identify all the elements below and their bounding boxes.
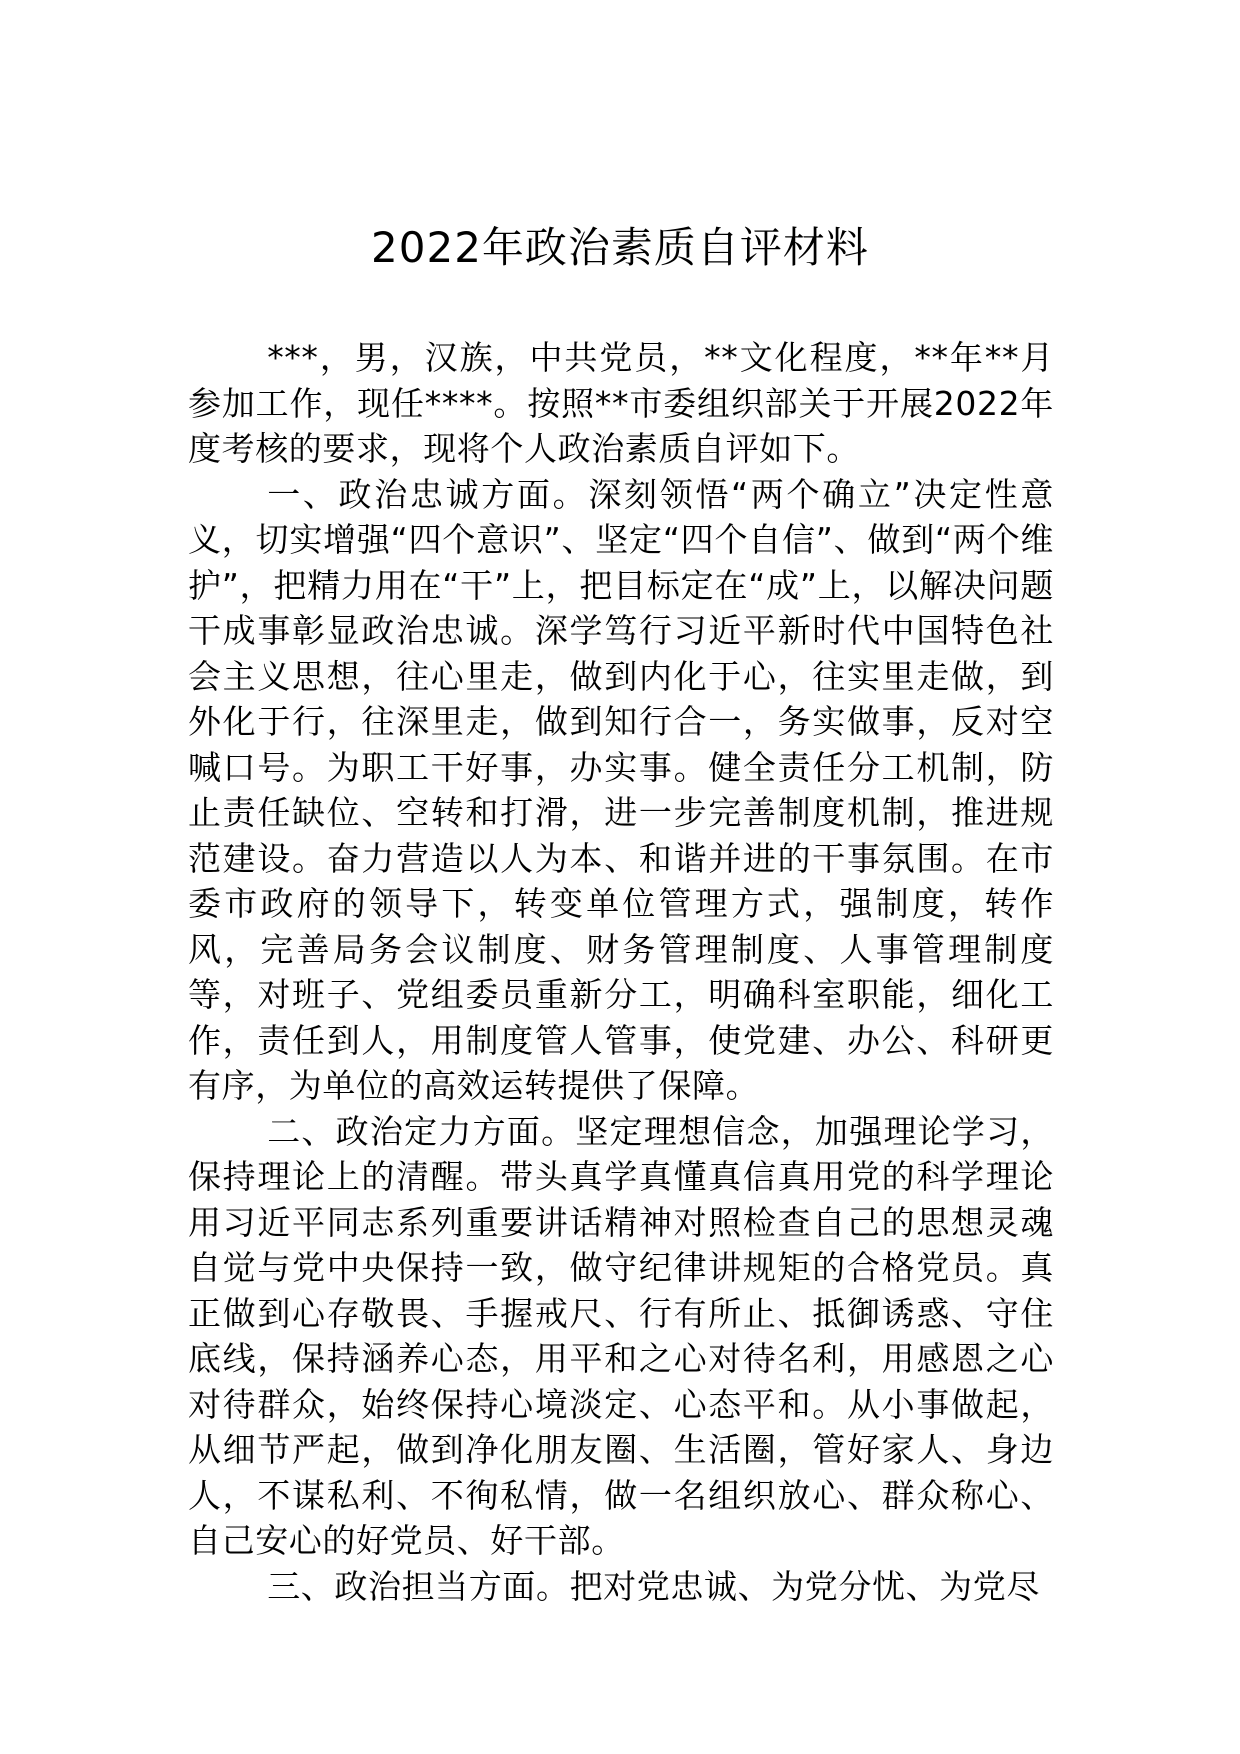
document-title: 2022年政治素质自评材料 — [371, 223, 869, 272]
paragraph-political-steadfastness: 二、政治定力方面。坚定理想信念，加强理论学习，保持理论上的清醒。带头真学真懂真信真用党的科学理论用习近平同志系列重要讲话精神对照检查自己的思想灵魂自觉与党中央保持一致，做守纪律讲规矩的合格党员。真正做到心存敬畏、手握戒尺、行有所止、抵御诱惑、守住底线，保持涵养心态，用平和之心对待名利，用感恩之心对待群众，始终保持心境淡定、心态平和。从小事做起，从细节严起，做到净化朋友圈、生活圈，管好家人、身边人，不谋私利、不徇私情，做一名组织放心、群众称心、自己安心的好党员、好干部。 — [188, 1111, 1054, 1560]
document-body — [188, 335, 1054, 1609]
paragraph-political-loyalty: 一、政治忠诚方面。深刻领悟“两个确立”决定性意义，切实增强“四个意识”、坚定“四个自信”、做到“两个维护”，把精力用在“干”上，把目标定在“成”上，以解决问题干成事彰显政治忠诚。深学笃行习近平新时代中国特色社会主义思想，往心里走，做到内化于心，往实里走做，到外化于行，往深里走，做到知行合一，务实做事，反对空喊口号。为职工干好事，办实事。健全责任分工机制，防止责任缺位、空转和打滑，进一步完善制度机制，推进规范建设。奋力营造以人为本、和谐并进的干事氛围。在市委市政府的领导下，转变单位管理方式，强制度，转作风，完善局务会议制度、财务管理制度、人事管理制度等，对班子、党组委员重新分工，明确科室职能，细化工作，责任到人，用制度管人管事，使党建、办公、科研更有序，为单位的高效运转提供了保障。 — [188, 474, 1054, 1105]
paragraph-intro: ***，男，汉族，中共党员，**文化程度，**年**月参加工作，现任****。按照**市委组织部关于开展2022年度考核的要求，现将个人政治素质自评如下。 — [188, 338, 1054, 468]
paragraph-political-responsibility: 三、政治担当方面。把对党忠诚、为党分忧、为党尽 — [267, 1566, 1040, 1606]
